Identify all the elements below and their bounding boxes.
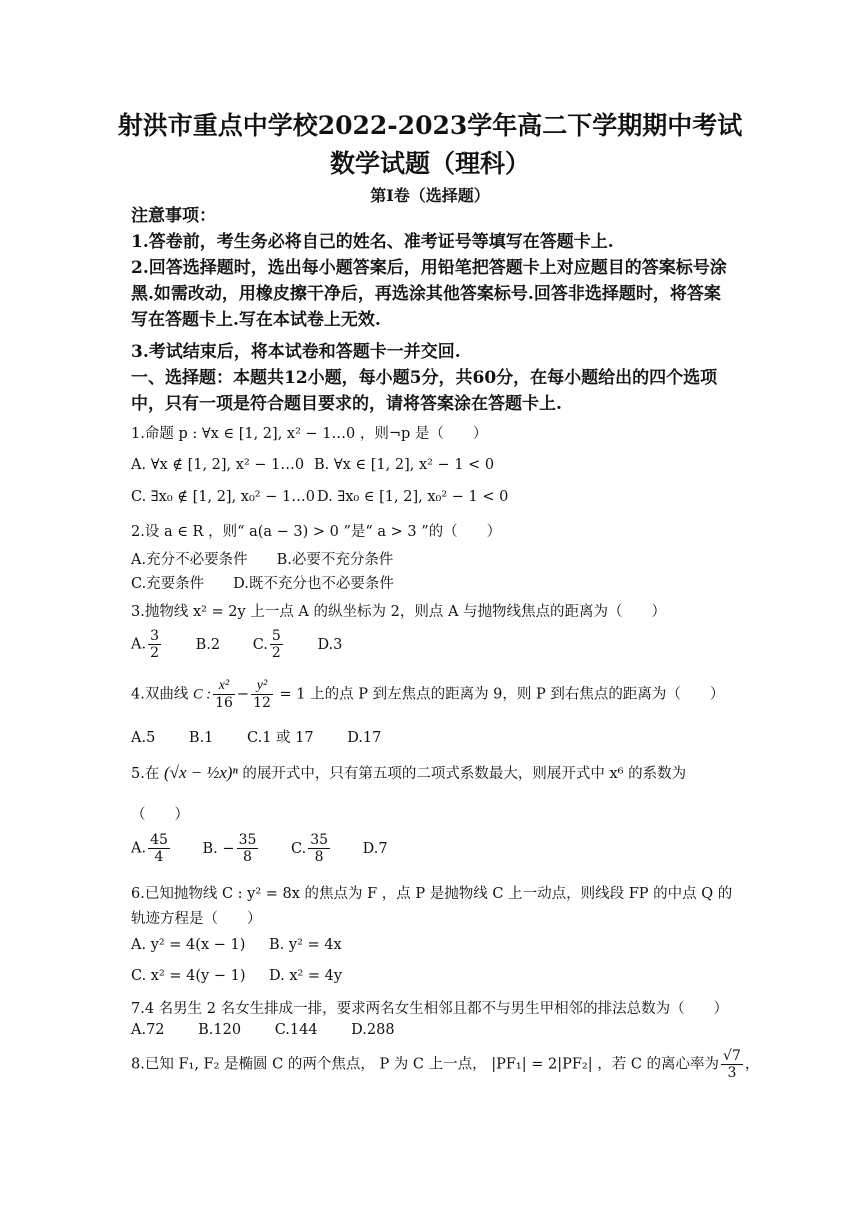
- q4-minus: −: [236, 686, 250, 703]
- q6-stem-line-2: 轨迹方程是（ ）: [131, 911, 262, 927]
- q4-prefix: 4.双曲线: [131, 686, 189, 703]
- q5-prefix: 5.在: [131, 766, 160, 782]
- q1-option-d: D. ∃x₀ ∈ [1, 2], x₀² − 1 < 0: [317, 489, 509, 505]
- q4-suffix: = 1 上的点 P 到左焦点的距离为 9，则 P 到右焦点的距离为（ ）: [279, 686, 725, 703]
- q4-fraction-1: [213, 678, 235, 711]
- q5-expression: (√x − ½x)ⁿ: [163, 763, 238, 782]
- q6-option-a: A. y² = 4(x − 1): [131, 937, 246, 953]
- part1-line-2: 中，只有一项是符合题目要求的，请将答案涂在答题卡上.: [131, 394, 562, 414]
- q4-numerator-1: x²: [213, 678, 235, 695]
- q5-a-denominator: 4: [154, 849, 164, 865]
- q5-a-numerator: 45: [150, 832, 168, 848]
- q4-options: A.5 B.1 C.1 或 17 D.17: [131, 730, 382, 746]
- q3-stem: 3.抛物线 x² = 2y 上一点 A 的纵坐标为 2，则点 A 与抛物线焦点的距离为（ ）: [131, 604, 667, 620]
- part1-line-1: 一、选择题：本题共12小题，每小题5分，共60分，在每小题给出的四个选项: [131, 368, 718, 388]
- q6-option-c: C. x² = 4(y − 1): [131, 968, 246, 984]
- q3-c-denominator: 2: [271, 645, 281, 661]
- q5-option-d: D.7: [362, 840, 388, 857]
- q3-option-c-label: C.: [252, 636, 268, 653]
- notice-line-3: 黑.如需改动，用橡皮擦干净后，再选涂其他答案标号.回答非选择题时，将答案: [131, 284, 721, 304]
- section-heading: 第I卷（选择题）: [370, 186, 490, 205]
- q3-a-denominator: 2: [150, 645, 160, 661]
- q8-prefix: 8.已知 F₁, F₂ 是椭圆 C 的两个焦点， P 为 C 上一点， |PF₁| = 2|PF₂| ，若 C 的离心率为: [131, 1056, 720, 1073]
- notice-line-2: 2.回答选择题时，选出每小题答案后，用铅笔把答题卡上对应题目的答案标号涂: [131, 258, 727, 278]
- q3-c-numerator: 5: [271, 628, 281, 644]
- notice-line-1: 1.答卷前，考生务必将自己的姓名、准考证号等填写在答题卡上.: [131, 232, 614, 252]
- q5-stem: [131, 762, 686, 783]
- q1-option-b: B. ∀x ∈ [1, 2], x² − 1 < 0: [314, 457, 495, 473]
- q8-stem: [131, 1048, 759, 1081]
- q3-a-numerator: 3: [150, 628, 160, 644]
- q4-denominator-2: 12: [253, 695, 271, 711]
- q5-option-c-fraction: [308, 832, 330, 865]
- q3-option-d: D.3: [317, 636, 343, 653]
- q1-option-c: C. ∃x₀ ∉ [1, 2], x₀² − 1…0: [131, 489, 315, 505]
- q5-answer-paren: （ ）: [131, 807, 189, 823]
- q2-options-line-1: A.充分不必要条件 B.必要不充分条件: [131, 552, 394, 568]
- q5-c-denominator: 8: [314, 849, 324, 865]
- q6-option-b: B. y² = 4x: [269, 937, 342, 953]
- q7-options: A.72 B.120 C.144 D.288: [131, 1022, 395, 1038]
- q5-options: [131, 832, 388, 865]
- q3-options: [131, 628, 342, 661]
- q5-b-denominator: 8: [243, 849, 252, 865]
- q3-option-a-fraction: [148, 628, 161, 661]
- q5-b-numerator: 35: [238, 832, 257, 848]
- notice-line-5: 3.考试结束后，将本试卷和答题卡一并交回.: [131, 342, 461, 362]
- q8-denominator: 3: [727, 1065, 737, 1081]
- notice-heading: 注意事项：: [131, 206, 216, 226]
- q4-denominator-1: 16: [215, 695, 233, 711]
- q4-fraction-2: [251, 678, 273, 711]
- q5-option-c-label: C.: [291, 840, 307, 857]
- q3-option-a-label: A.: [131, 636, 147, 653]
- q4-curve-name: C :: [192, 686, 212, 703]
- q8-suffix: ，: [744, 1056, 760, 1073]
- q8-eccentricity-fraction: [721, 1048, 743, 1081]
- q3-option-b: B.2: [195, 636, 221, 653]
- q1-option-a: A. ∀x ∉ [1, 2], x² − 1…0: [131, 457, 305, 473]
- q6-option-d: D. x² = 4y: [269, 968, 343, 984]
- q6-stem-line-1: 6.已知抛物线 C : y² = 8x 的焦点为 F ，点 P 是抛物线 C 上一动点，则线段 FP 的中点 Q 的: [131, 886, 733, 902]
- q4-stem: [131, 678, 724, 711]
- q1-stem: 1.命题 p : ∀x ∈ [1, 2], x² − 1…0 ，则¬p 是（ ）: [131, 426, 488, 442]
- q5-suffix: 的展开式中，只有第五项的二项式系数最大，则展开式中 x⁶ 的系数为: [242, 766, 687, 782]
- q3-option-c-fraction: [270, 628, 283, 661]
- exam-title: 射洪市重点中学校2022-2023学年高二下学期期中考试: [117, 111, 743, 140]
- q5-c-numerator: 35: [310, 832, 329, 848]
- q8-numerator: √7: [723, 1048, 741, 1064]
- q5-option-a-fraction: [148, 832, 170, 865]
- q2-options-line-2: C.充要条件 D.既不充分也不必要条件: [131, 576, 394, 592]
- q5-option-b-label: B. −: [202, 840, 235, 857]
- q5-option-b-fraction: [237, 832, 259, 865]
- q5-option-a-label: A.: [131, 840, 147, 857]
- notice-line-4: 写在答题卡上.写在本试卷上无效.: [131, 310, 381, 330]
- q4-numerator-2: y²: [251, 678, 273, 695]
- exam-subtitle: 数学试题（理科）: [329, 149, 530, 178]
- q2-stem: 2.设 a ∈ R ，则“ a(a − 3) > 0 ”是“ a > 3 ”的（ ）: [131, 524, 502, 540]
- q7-stem: 7.4 名男生 2 名女生排成一排，要求两名女生相邻且都不与男生甲相邻的排法总数为（ ）: [131, 1001, 729, 1017]
